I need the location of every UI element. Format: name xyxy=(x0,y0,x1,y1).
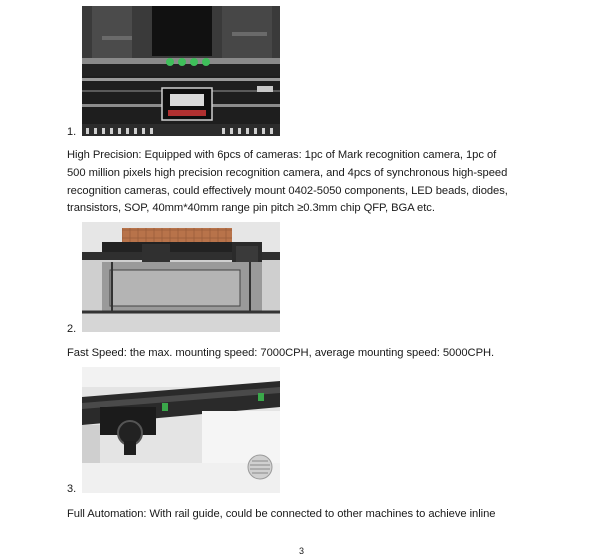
machine-head-photo xyxy=(82,6,280,136)
section-number: 3. xyxy=(67,483,77,495)
section-paragraph xyxy=(67,345,547,363)
section-paragraph xyxy=(67,147,547,218)
paragraph-line: Fast Speed: the max. mounting speed: 7000CPH, average mounting speed: 5000CPH. xyxy=(67,347,495,359)
section-number: 1. xyxy=(67,126,77,138)
section-paragraph xyxy=(67,506,547,524)
rail-guide-photo xyxy=(82,367,280,493)
paragraph-line: transistors, SOP, 40mm*40mm range pin pitch ≥0.3mm chip QFP, BGA etc. xyxy=(67,202,435,215)
paragraph-line: recognition cameras, could effectively mount 0402-5050 components, LED beads, diodes, xyxy=(67,184,508,197)
machine-gantry-photo xyxy=(82,222,280,332)
page-number: 3 xyxy=(298,546,304,556)
section-number: 2. xyxy=(67,323,77,335)
paragraph-line: High Precision: Equipped with 6pcs of cameras: 1pc of Mark recognition camera, 1pc of xyxy=(67,149,497,161)
paragraph-line: Full Automation: With rail guide, could be connected to other machines to achieve inline xyxy=(67,508,496,520)
paragraph-line: 500 million pixels high precision recognition camera, and 4pcs of synchronous high-speed xyxy=(67,166,508,179)
